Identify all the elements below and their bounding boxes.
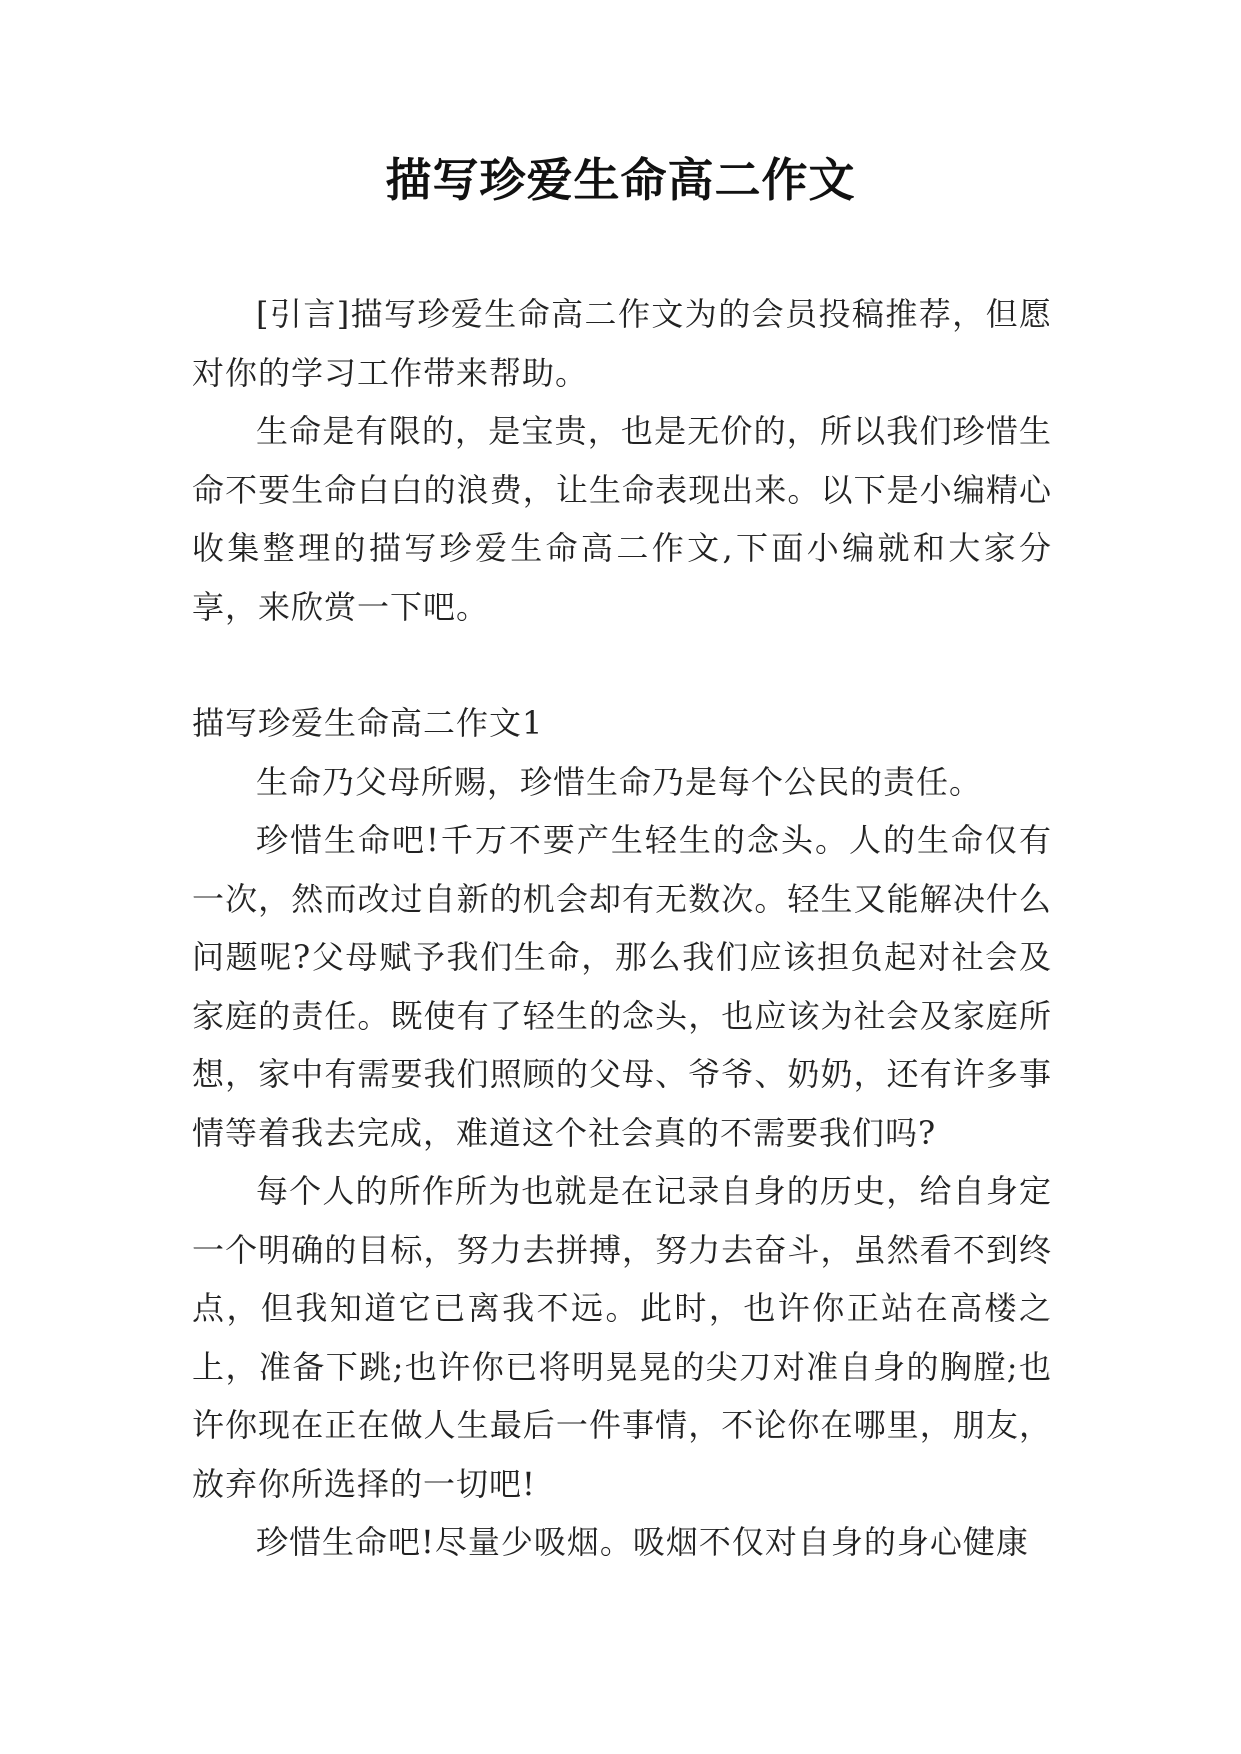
document-body [192, 285, 1052, 1572]
body-paragraph: 珍惜生命吧!千万不要产生轻生的念头。人的生命仅有一次，然而改过自新的机会却有无数次。轻生又能解决什么问题呢?父母赋予我们生命，那么我们应该担负起对社会及家庭的责任。既使有了轻生的念头，也应该为社会及家庭所想，家中有需要我们照顾的父母、爷爷、奶奶，还有许多事情等着我去完成，难道这个社会真的不需要我们吗? [192, 821, 1052, 1152]
intro-paragraph: 生命是有限的，是宝贵，也是无价的，所以我们珍惜生命不要生命白白的浪费，让生命表现出来。以下是小编精心收集整理的描写珍爱生命高二作文,下面小编就和大家分享，来欣赏一下吧。 [192, 412, 1052, 626]
document-title: 描写珍爱生命高二作文 [385, 153, 856, 207]
body-paragraph: 珍惜生命吧!尽量少吸烟。吸烟不仅对自身的身心健康 [256, 1523, 1029, 1561]
body-paragraph: 每个人的所作所为也就是在记录自身的历史，给自身定一个明确的目标，努力去拼搏，努力去奋斗，虽然看不到终点，但我知道它已离我不远。此时，也许你正站在高楼之上，准备下跳;也许你已将明晃晃的尖刀对准自身的胸膛;也许你现在正在做人生最后一件事情，不论你在哪里，朋友，放弃你所选择的一切吧! [192, 1172, 1052, 1503]
intro-paragraph: [引言]描写珍爱生命高二作文为的会员投稿推荐，但愿对你的学习工作带来帮助。 [192, 295, 1052, 392]
section-heading: 描写珍爱生命高二作文1 [192, 704, 544, 742]
body-paragraph: 生命乃父母所赐，珍惜生命乃是每个公民的责任。 [256, 762, 983, 801]
paragraph-spacer [192, 636, 1052, 694]
